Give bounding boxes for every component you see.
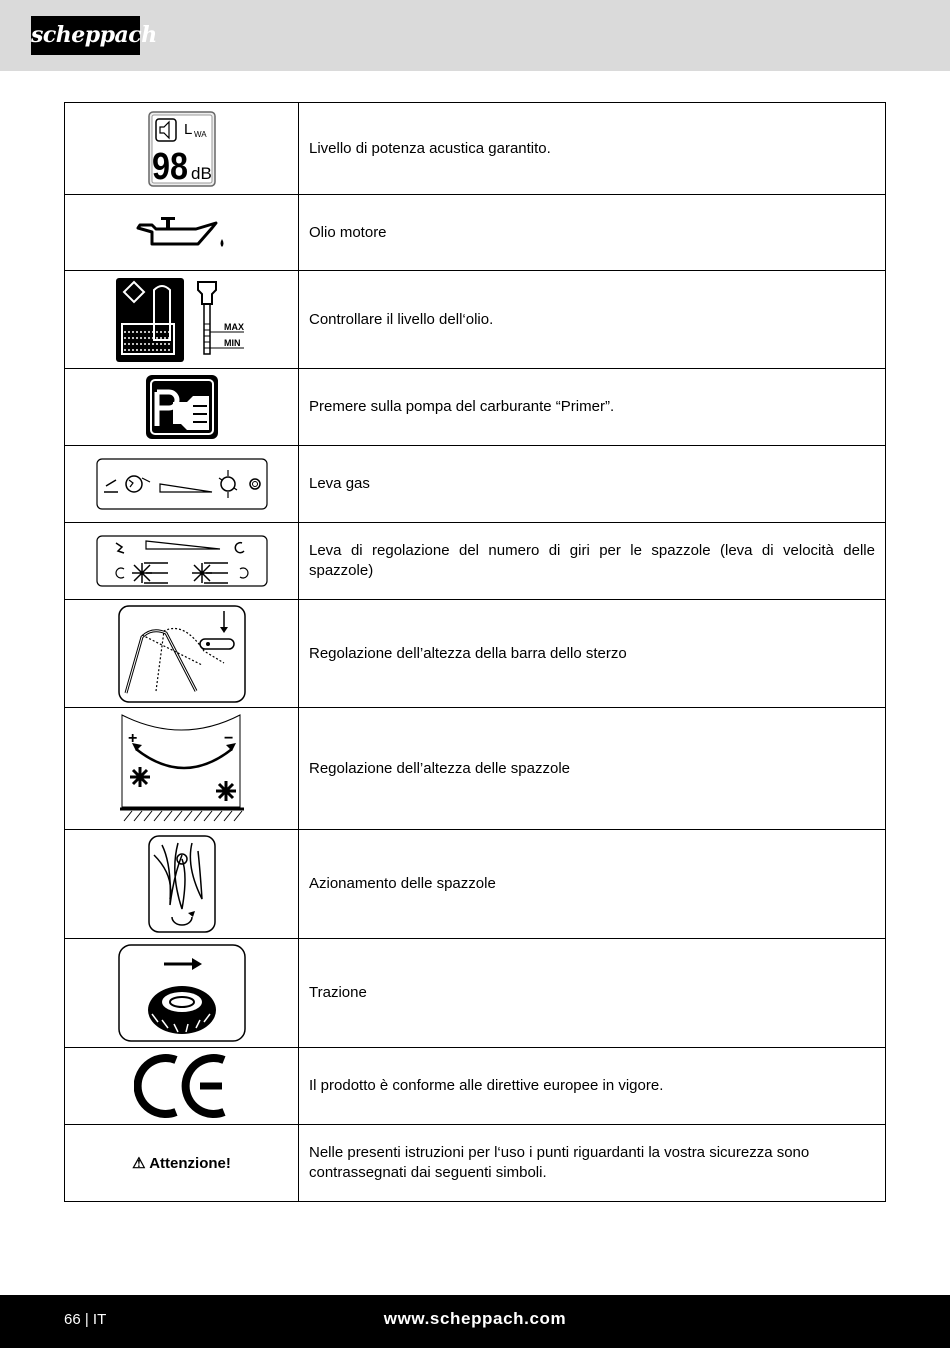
table-row (65, 369, 886, 446)
icon-cell (65, 1125, 299, 1202)
row-description: Livello di potenza acustica garantito. (299, 103, 886, 195)
throttle-lever-icon (96, 458, 268, 510)
table-row (65, 600, 886, 708)
table-row (65, 103, 886, 195)
svg-text:98: 98 (151, 145, 188, 187)
oil-level-check-icon (114, 276, 250, 364)
row-description: Leva gas (299, 446, 886, 523)
symbols-table (64, 102, 886, 1202)
row-description: Controllare il livello dell‘olio. (299, 271, 886, 369)
icon-cell (65, 1048, 299, 1125)
row-description: Trazione (299, 939, 886, 1048)
row-description: Regolazione dell’altezza della barra dello sterzo (299, 600, 886, 708)
icon-cell (65, 446, 299, 523)
ce-mark-icon (134, 1052, 230, 1120)
page-header (0, 0, 950, 71)
svg-text:+: + (127, 729, 137, 747)
primer-press-icon (145, 374, 219, 440)
table-row (65, 446, 886, 523)
svg-text:L: L (183, 120, 192, 138)
icon-cell (65, 103, 299, 195)
row-description: Premere sulla pompa del carburante “Primer”. (299, 369, 886, 446)
row-description: Leva di regolazione del numero di giri per le spazzole (leva di velocità delle spazzole) (299, 523, 886, 600)
table-row (65, 1125, 886, 1202)
row-description: Il prodotto è conforme alle direttive europee in vigore. (299, 1048, 886, 1125)
row-description: Olio motore (299, 195, 886, 271)
page-footer (0, 1295, 950, 1348)
icon-cell (65, 600, 299, 708)
table-row (65, 523, 886, 600)
icon-cell (65, 939, 299, 1048)
svg-text:MIN: MIN (223, 337, 240, 348)
icon-cell (65, 523, 299, 600)
brush-drive-icon (148, 835, 216, 933)
table-row (65, 830, 886, 939)
brush-height-icon (118, 713, 246, 825)
icon-cell (65, 271, 299, 369)
svg-text:dB: dB (190, 163, 212, 183)
svg-text:−: − (223, 729, 233, 747)
table-row (65, 708, 886, 830)
handlebar-height-icon (118, 605, 246, 703)
row-description: Nelle presenti istruzioni per l‘uso i punti riguardanti la vostra sicurezza sono contrassegnati dai seguenti simboli. (299, 1125, 886, 1202)
attention-label: ⚠ Attenzione! (132, 1154, 231, 1172)
table-row (65, 939, 886, 1048)
traction-wheel-icon (118, 944, 246, 1042)
row-description: Regolazione dell’altezza delle spazzole (299, 708, 886, 830)
sound-power-98db-icon (148, 111, 216, 187)
svg-text:MAX: MAX (223, 321, 244, 332)
icon-cell (65, 195, 299, 271)
icon-cell (65, 708, 299, 830)
icon-cell (65, 830, 299, 939)
icon-cell (65, 369, 299, 446)
row-description: Azionamento delle spazzole (299, 830, 886, 939)
table-row (65, 195, 886, 271)
page-number: 66 | IT (64, 1311, 107, 1328)
table-row (65, 1048, 886, 1125)
svg-text:WA: WA (193, 129, 207, 139)
website-link[interactable]: www.scheppach.com (383, 1309, 567, 1328)
engine-oil-can-icon (136, 215, 228, 251)
scheppach-logo: scheppach (31, 16, 140, 55)
table-row (65, 271, 886, 369)
brush-speed-lever-icon (96, 535, 268, 587)
